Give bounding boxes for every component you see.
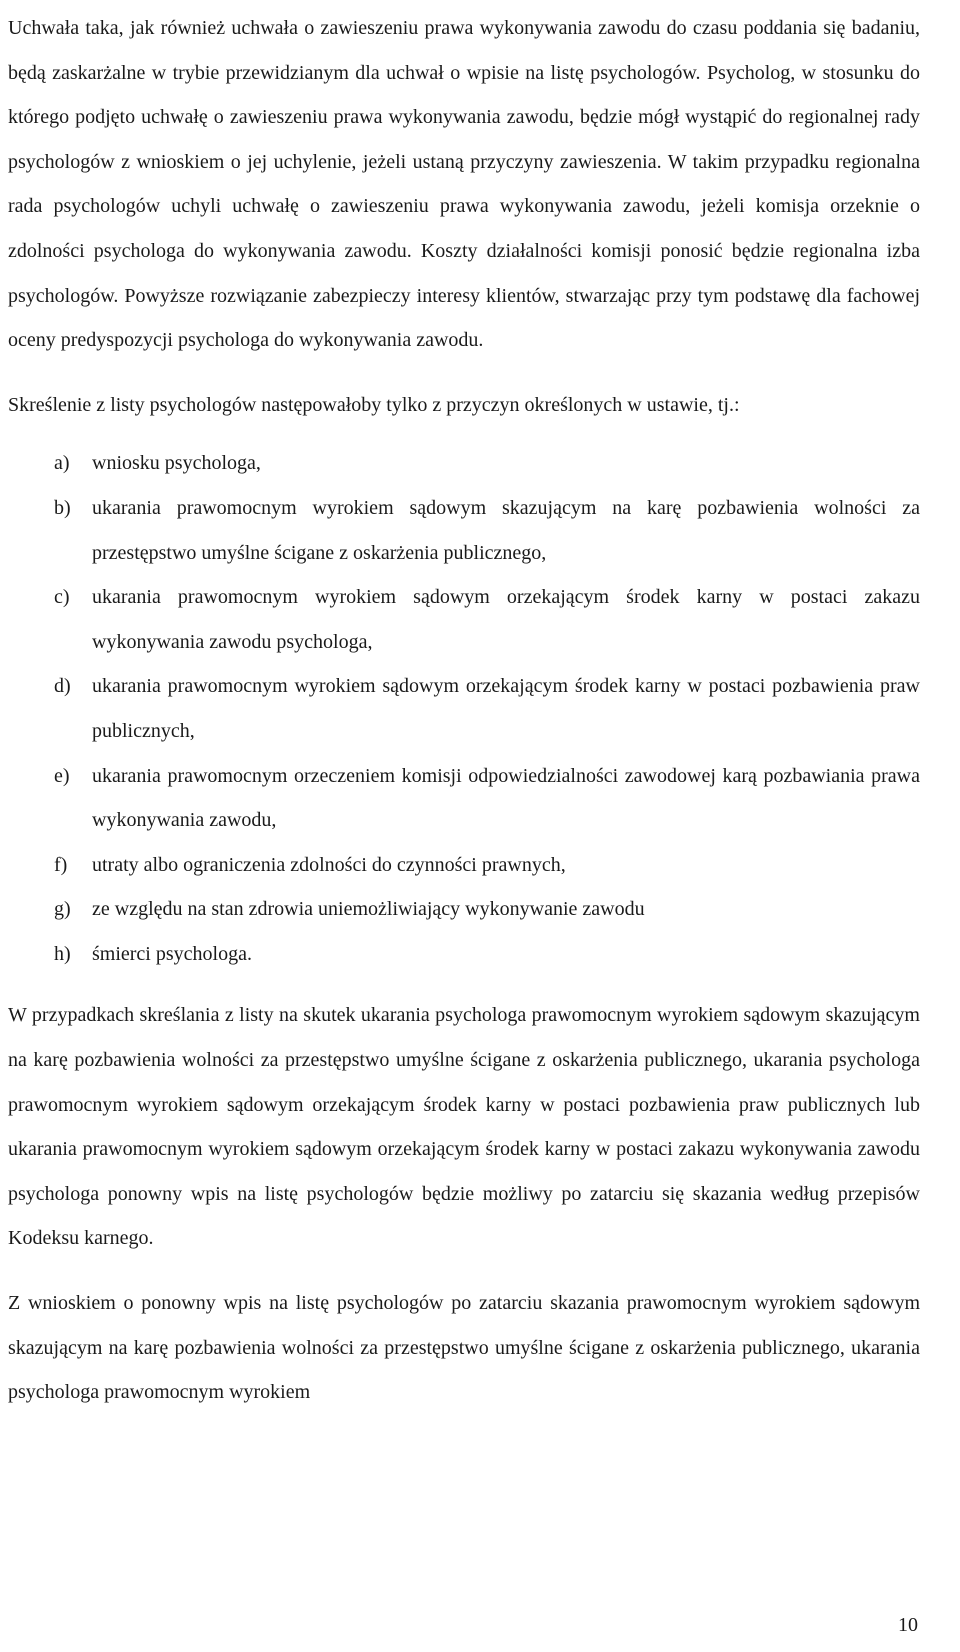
list-item: [8, 486, 920, 575]
list-marker: e): [54, 764, 70, 787]
list-item-text: ukarania prawomocnym orzeczeniem komisji odpowiedzialności zawodowej karą pozbawiania prawa wykonywania zawodu,: [92, 764, 920, 832]
list-marker: f): [54, 853, 68, 876]
list-item: [8, 932, 920, 977]
list-item: [8, 754, 920, 843]
paragraph-re-entry-application: Z wnioskiem o ponowny wpis na listę psychologów po zatarciu skazania prawomocnym wyrokiem sądowym skazującym na karę pozbawienia wolności za przestępstwo umyślne ścigane z oskarżenia publicznego, ukarania psychologa prawomocnym wyrokiem: [8, 1292, 920, 1404]
list-marker: d): [54, 675, 71, 698]
list-marker: a): [54, 452, 70, 475]
list-item-text: ukarania prawomocnym wyrokiem sądowym skazującym na karę pozbawienia wolności za przestępstwo umyślne ścigane z oskarżenia publicznego,: [92, 496, 920, 564]
list-item: [8, 441, 920, 486]
list-item-text: ukarania prawomocnym wyrokiem sądowym orzekającym środek karny w postaci pozbawienia praw publicznych,: [92, 675, 920, 742]
list-item-text: ze względu na stan zdrowia uniemożliwiający wykonywanie zawodu: [92, 898, 645, 921]
list-item: [8, 843, 920, 888]
list-item-text: wniosku psychologa,: [92, 452, 261, 475]
list-item-text: utraty albo ograniczenia zdolności do czynności prawnych,: [92, 853, 566, 876]
page-number: 10: [898, 1614, 918, 1636]
document-page: [8, 0, 920, 1415]
list-marker: g): [54, 898, 71, 921]
list-item: [8, 887, 920, 932]
paragraph-re-entry-conditions: W przypadkach skreślania z listy na skutek ukarania psychologa prawomocnym wyrokiem sądowym skazującym na karę pozbawienia wolności za przestępstwo umyślne ścigane z oskarżenia publicznego, ukarania psychologa prawomocnym wyrokiem sądowym orzekającym środek karny w postaci pozbawienia praw publicznych lub ukarania prawomocnym wyrokiem sądowym orzekającym środek karny w postaci zakazu wykonywania zawodu psychologa ponowny wpis na listę psychologów będzie możliwy po zatarciu się skazania według przepisów Kodeksu karnego.: [8, 1004, 920, 1250]
removal-reasons-list: [8, 441, 920, 976]
list-item: [8, 575, 920, 664]
list-marker: h): [54, 942, 71, 965]
paragraph-suspension-resolution: Uchwała taka, jak również uchwała o zawieszeniu prawa wykonywania zawodu do czasu poddania się badaniu, będą zaskarżalne w trybie przewidzianym dla uchwał o wpisie na listę psychologów. Psycholog, w stosunku do którego podjęto uchwałę o zawieszeniu prawa wykonywania zawodu, będzie mógł wystąpić do regionalnej rady psychologów z wnioskiem o jej uchylenie, jeżeli ustaną przyczyny zawieszenia. W takim przypadku regionalna rada psychologów uchyli uchwałę o zawieszeniu prawa wykonywania zawodu, jeżeli komisja orzeknie o zdolności psychologa do wykonywania zawodu. Koszty działalności komisji ponosić będzie regionalna izba psychologów. Powyższe rozwiązanie zabezpieczy interesy klientów, stwarzając przy tym podstawę dla fachowej oceny predyspozycji psychologa do wykonywania zawodu.: [8, 17, 920, 352]
list-item-text: śmierci psychologa.: [92, 942, 252, 965]
paragraph-removal-intro: Skreślenie z listy psychologów następowałoby tylko z przyczyn określonych w ustawie, tj.:: [8, 393, 740, 416]
list-item: [8, 664, 920, 753]
list-marker: b): [54, 496, 71, 519]
list-marker: c): [54, 586, 70, 609]
list-item-text: ukarania prawomocnym wyrokiem sądowym orzekającym środek karny w postaci zakazu wykonywania zawodu psychologa,: [92, 586, 920, 653]
